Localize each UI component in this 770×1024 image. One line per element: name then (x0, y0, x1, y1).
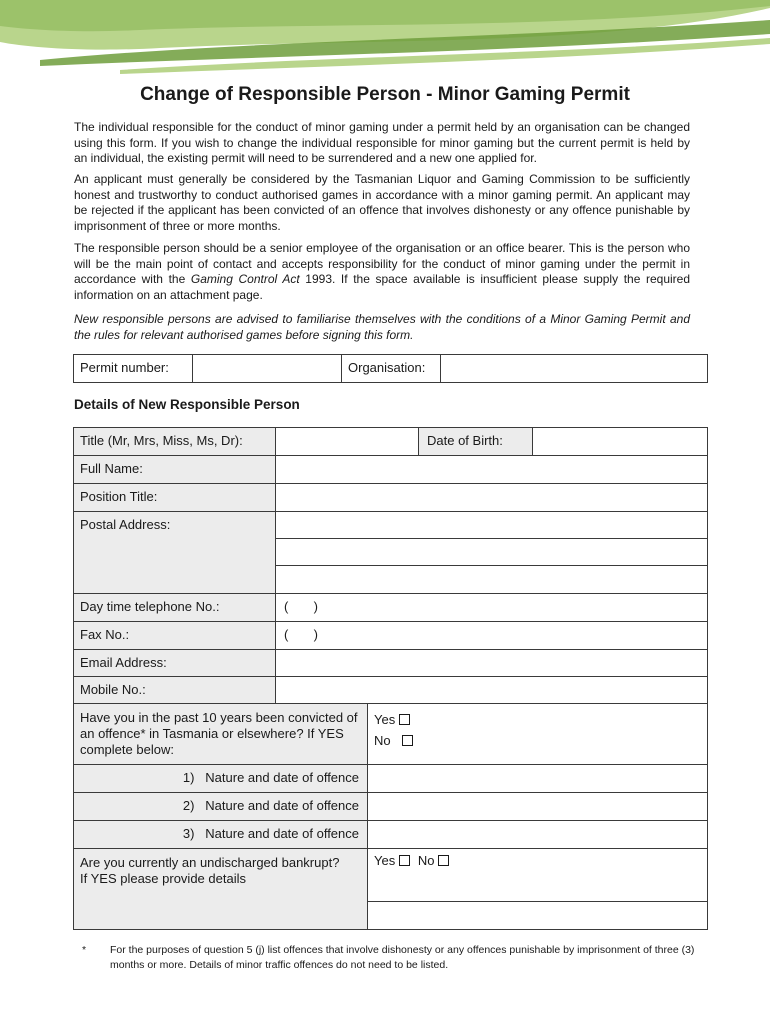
convicted-question: Have you in the past 10 years been convicted of an offence* in Tasmania or elsewhere? If YES complete below: (80, 710, 358, 757)
mobile-label: Mobile No.: (80, 682, 146, 697)
intro-paragraph-3-start: The responsible person should be a senior employee of the organisation or an office bearer. This is the person who will be the main point of contact and accepts responsibility for the conduct of minor gaming under the permit in accordance with the (74, 241, 690, 287)
permit-table (73, 354, 708, 383)
dob-label: Date of Birth: (427, 433, 503, 448)
bankrupt-details-line-1[interactable] (368, 874, 707, 901)
permit-number-label: Permit number: (80, 360, 169, 375)
page-title: Change of Responsible Person - Minor Gaming Permit (140, 84, 630, 105)
convicted-yes-label: Yes (374, 712, 396, 727)
title-field[interactable] (276, 428, 418, 455)
convicted-no-label: No (374, 733, 391, 748)
postal-address-label: Postal Address: (80, 517, 171, 532)
fax-label: Fax No.: (80, 627, 130, 642)
organisation-field[interactable] (441, 355, 707, 382)
offence-2-label: 2) Nature and date of offence (182, 798, 359, 813)
position-title-label: Position Title: (80, 489, 158, 504)
header-banner (0, 0, 770, 90)
bankrupt-yes-checkbox[interactable] (399, 855, 410, 866)
postal-address-line-1[interactable] (276, 512, 707, 539)
convicted-yes-option[interactable] (374, 709, 413, 730)
phone-area-code: ( ) (284, 599, 318, 614)
title-label: Title (Mr, Mrs, Miss, Ms, Dr): (80, 433, 243, 448)
bankrupt-no-checkbox[interactable] (438, 855, 449, 866)
bankrupt-no-option[interactable] (418, 853, 450, 868)
offence-1-label: 1) Nature and date of offence (182, 770, 359, 785)
full-name-label: Full Name: (80, 461, 143, 476)
email-label: Email Address: (80, 655, 167, 670)
email-field[interactable] (276, 650, 707, 676)
bankrupt-yes-option[interactable] (374, 853, 410, 868)
convicted-no-option[interactable] (374, 730, 413, 751)
phone-label: Day time telephone No.: (80, 599, 220, 614)
bankrupt-yes-label: Yes (374, 853, 396, 868)
details-table (73, 427, 708, 930)
offence-2-field[interactable] (368, 793, 707, 820)
organisation-label: Organisation: (348, 360, 426, 375)
convicted-yes-checkbox[interactable] (399, 714, 410, 725)
bankrupt-details-line-2[interactable] (368, 902, 707, 929)
bankrupt-options (374, 852, 449, 870)
dob-field[interactable] (533, 428, 707, 455)
full-name-field[interactable] (276, 456, 707, 483)
footnote-text: For the purposes of question 5 (j) list offences that involve dishonesty or any offences punishable by imprisonment of three (3) months or more. Details of minor traffic offences do not need to be listed. (110, 944, 695, 971)
footnote-marker: * (82, 944, 87, 956)
position-title-field[interactable] (276, 484, 707, 511)
intro-paragraph-2: An applicant must generally be considered by the Tasmanian Liquor and Gaming Commission to be sufficiently honest and trustworthy to conduct authorised games in accordance with a minor gaming permit. An applicant may be rejected if the applicant has been convicted of an offence that involves dishonesty or any offence punishable by imprisonment of three or more months. (74, 172, 690, 233)
offence-3-label: 3) Nature and date of offence (182, 826, 359, 841)
section-title: Details of New Responsible Person (74, 397, 300, 412)
fax-field[interactable] (276, 622, 707, 649)
phone-field[interactable] (276, 594, 707, 621)
intro-paragraph-3-end: 1993. If the space available is insufficient please supply the required information on an attachment page. (74, 272, 691, 302)
offence-3-field[interactable] (368, 821, 707, 848)
gaming-control-act: Gaming Control Act (190, 272, 300, 287)
bankrupt-question: Are you currently an undischarged bankrupt? If YES please provide details (80, 855, 358, 886)
mobile-field[interactable] (276, 677, 707, 703)
intro-paragraph-3 (74, 241, 690, 303)
postal-address-line-3[interactable] (276, 566, 707, 592)
convicted-options (374, 709, 413, 751)
postal-address-line-2[interactable] (276, 539, 707, 565)
convicted-no-checkbox[interactable] (402, 735, 413, 746)
intro-paragraph-4: New responsible persons are advised to familiarise themselves with the conditions of a Minor Gaming Permit and the rules for relevant authorised games before signing this form. (74, 312, 690, 342)
bankrupt-no-label: No (417, 853, 435, 868)
permit-number-field[interactable] (193, 355, 341, 382)
offence-1-field[interactable] (368, 765, 707, 792)
fax-area-code: ( ) (284, 627, 318, 642)
intro-paragraph-1: The individual responsible for the conduct of minor gaming under a permit held by an organisation can be changed using this form. If you wish to change the individual responsible for minor gaming but the current permit is held by an individual, the existing permit will need to be surrendered and a new one applied for. (74, 120, 690, 166)
